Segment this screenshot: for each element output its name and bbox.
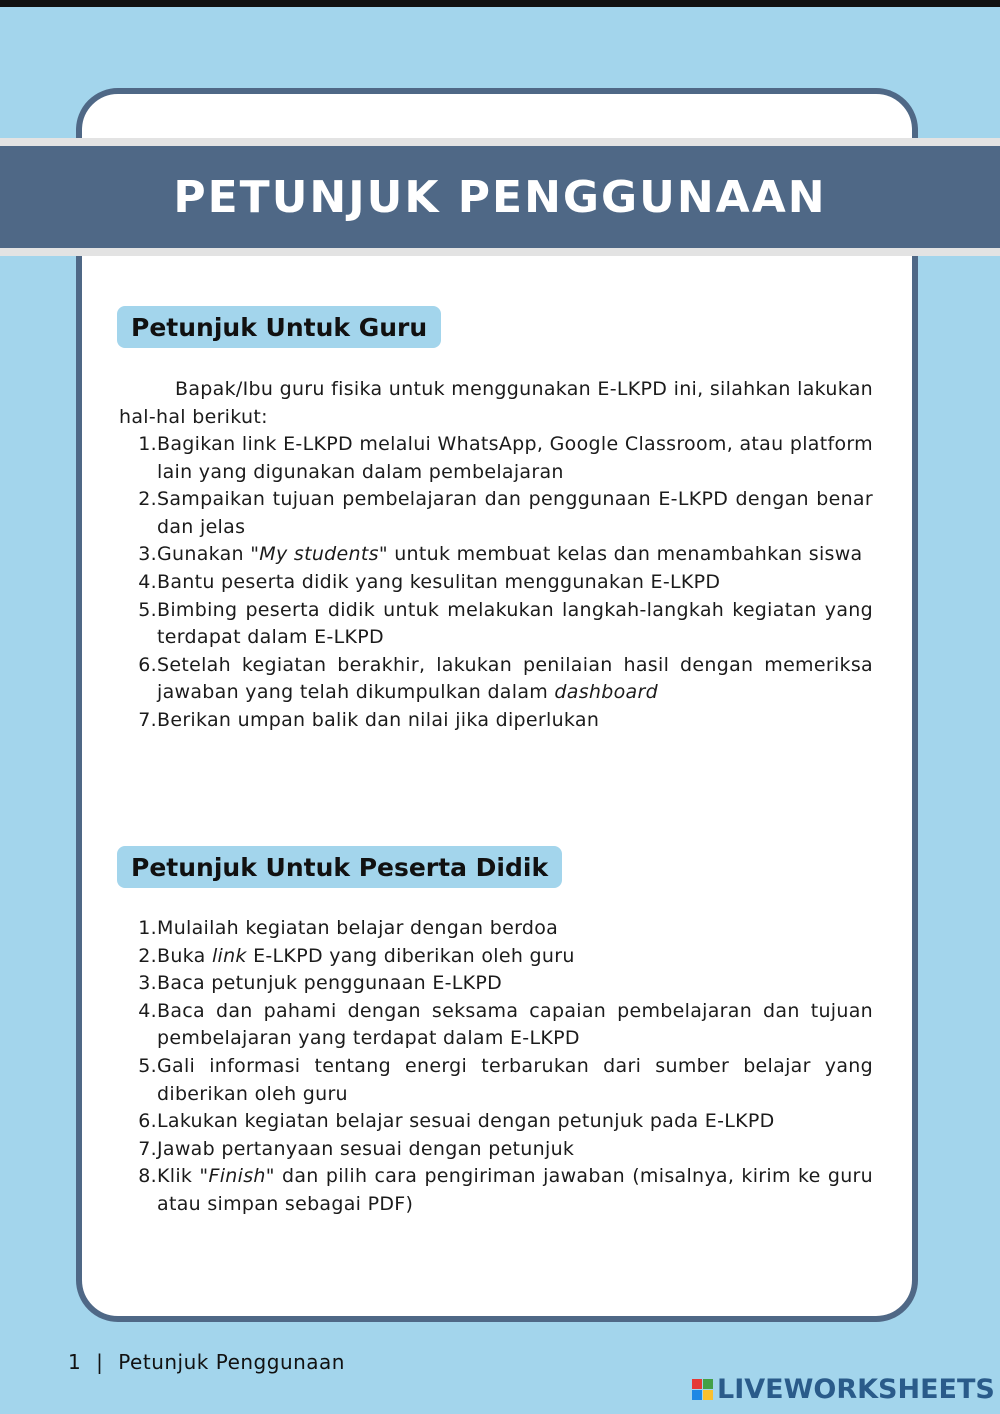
student-step — [119, 998, 873, 1053]
step-number: 4. — [138, 570, 157, 593]
step-text: Lakukan kegiatan belajar sesuai dengan petunjuk pada E-LKPD — [157, 1110, 775, 1133]
step-text: Gali informasi tentang energi terbarukan dari sumber belajar yang diberikan oleh guru — [157, 1054, 873, 1105]
step-number: 7. — [138, 1137, 157, 1160]
step-number: 4. — [138, 999, 157, 1022]
step-number: 3. — [138, 972, 157, 995]
step-number: 6. — [138, 653, 157, 676]
step-text: Bimbing peserta didik untuk melakukan langkah-langkah kegiatan yang terdapat dalam E-LKPD — [157, 598, 873, 649]
banner-top-edge — [0, 138, 1000, 146]
teacher-step — [119, 652, 873, 707]
step-text-part: " untuk membuat kelas dan menambahkan siswa — [378, 543, 863, 566]
student-step — [119, 1108, 873, 1136]
footer-label: Petunjuk Penggunaan — [118, 1350, 345, 1374]
step-text — [157, 1163, 873, 1218]
teacher-step — [119, 707, 873, 735]
step-number: 1. — [138, 917, 157, 939]
step-text-emphasis: link — [211, 944, 247, 967]
step-text-part: E-LKPD yang diberikan oleh guru — [246, 944, 575, 967]
step-text-emphasis: Finish — [208, 1165, 266, 1188]
step-text: Baca dan pahami dengan seksama capaian pembelajaran dan tujuan pembelajaran yang terdapat dalam E-LKPD — [157, 999, 873, 1050]
page-title: PETUNJUK PENGGUNAAN — [173, 171, 827, 223]
step-text-part: Setelah kegiatan berakhir, lakukan penilaian hasil dengan memeriksa jawaban yang telah dikumpulkan dalam — [157, 653, 873, 704]
teacher-step — [119, 486, 873, 541]
top-black-bar — [0, 0, 1000, 7]
step-number: 6. — [138, 1110, 157, 1133]
student-step — [119, 1053, 873, 1108]
footer-separator: | — [96, 1350, 104, 1374]
teacher-step — [119, 569, 873, 597]
step-text: Berikan umpan balik dan nilai jika diperlukan — [157, 708, 600, 731]
banner-bottom-edge — [0, 248, 1000, 256]
student-step — [119, 943, 873, 971]
step-text — [157, 943, 873, 971]
step-text: Baca petunjuk penggunaan E-LKPD — [157, 972, 503, 995]
step-text — [157, 541, 873, 569]
step-number: 5. — [138, 598, 157, 621]
step-number: 8. — [138, 1165, 157, 1188]
step-number: 3. — [138, 543, 157, 566]
teacher-step — [119, 597, 873, 652]
student-steps-list — [119, 915, 873, 1219]
step-text-part: Gunakan " — [157, 543, 260, 566]
teacher-step — [119, 541, 873, 569]
step-text: Jawab pertanyaan sesuai dengan petunjuk — [157, 1137, 575, 1160]
student-step — [119, 1136, 873, 1164]
step-text-emphasis: dashboard — [554, 681, 658, 704]
liveworksheets-logo-icon — [692, 1379, 713, 1400]
step-text-part: " dan pilih cara pengiriman jawaban (misalnya, kirim ke guru atau simpan sebagai PDF) — [157, 1165, 873, 1215]
teacher-intro — [119, 375, 873, 431]
step-text: Bagikan link E-LKPD melalui WhatsApp, Google Classroom, atau platform lain yang digunakan dalam pembelajaran — [157, 433, 873, 483]
student-step — [119, 1163, 873, 1218]
step-number: 2. — [138, 944, 157, 967]
teacher-intro-text: Bapak/Ibu guru fisika untuk menggunakan E-LKPD ini, silahkan lakukan hal-hal berikut: — [119, 378, 873, 428]
student-step — [119, 915, 873, 943]
liveworksheets-text: LIVEWORKSHEETS — [717, 1374, 995, 1405]
page-number: 1 — [68, 1350, 82, 1374]
teacher-step — [119, 431, 873, 486]
step-text — [157, 652, 873, 707]
step-number: 1. — [138, 433, 157, 455]
step-text-emphasis: My students — [259, 543, 379, 566]
liveworksheets-watermark — [692, 1374, 995, 1405]
title-banner — [0, 146, 1000, 248]
student-section-heading: Petunjuk Untuk Peserta Didik — [117, 846, 562, 888]
step-text: Bantu peserta didik yang kesulitan menggunakan E-LKPD — [157, 570, 721, 593]
step-number: 2. — [138, 488, 157, 511]
step-text-part: Klik " — [157, 1165, 209, 1188]
step-number: 5. — [138, 1054, 157, 1077]
step-text-part: Buka — [157, 944, 212, 967]
teacher-steps-list — [119, 431, 873, 735]
teacher-section-heading: Petunjuk Untuk Guru — [117, 306, 441, 348]
page-footer — [68, 1350, 345, 1374]
step-text: Mulailah kegiatan belajar dengan berdoa — [157, 917, 559, 939]
step-text: Sampaikan tujuan pembelajaran dan penggunaan E-LKPD dengan benar dan jelas — [157, 488, 873, 538]
student-step — [119, 970, 873, 998]
step-number: 7. — [138, 708, 157, 731]
